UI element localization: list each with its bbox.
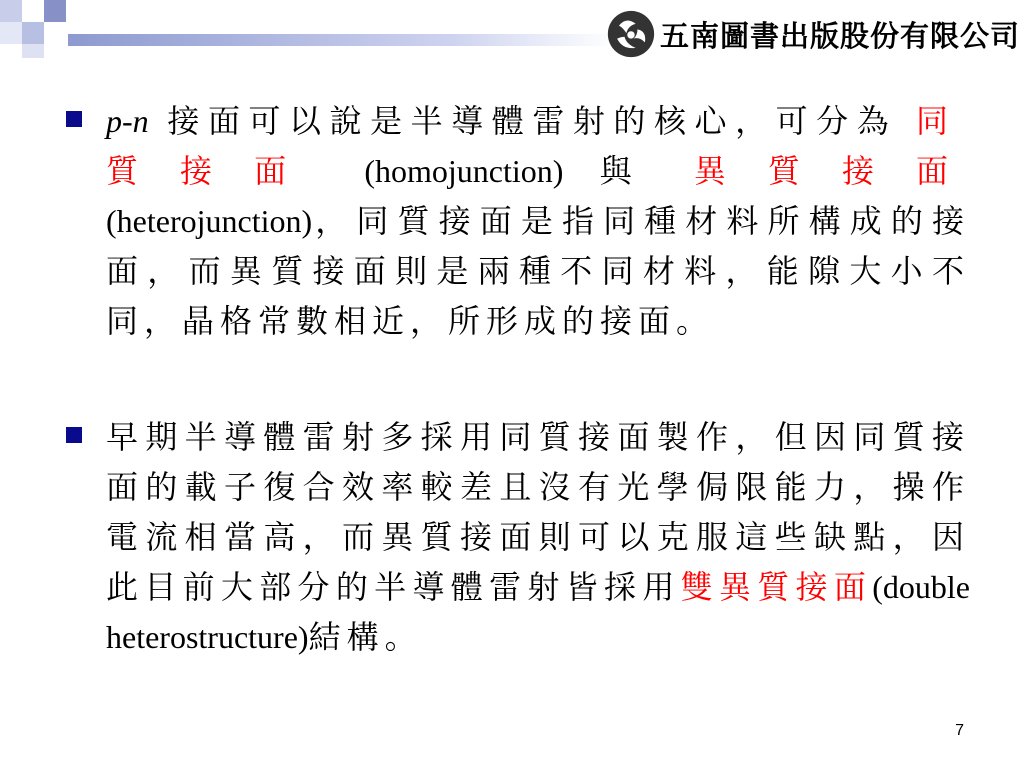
text-segment: ，同質接面是指同種材料所構成的接面，而異質接面則是兩種不同材料，能隙大小不同，晶格常數相近，所形成的接面。 xyxy=(106,202,970,340)
homojunction-english: (homojunction) xyxy=(364,153,564,189)
text-segment: 接面可以說是半導體雷射的核心，可分為 xyxy=(167,102,898,140)
heterojunction-english: (heterojunction) xyxy=(106,203,313,239)
double-heterostructure-english: (double heterostructure) xyxy=(106,569,970,655)
text-segment: 與 xyxy=(599,152,658,190)
page-number: 7 xyxy=(955,722,964,739)
bullet-item-1 xyxy=(66,96,970,346)
text-segment: 結構。 xyxy=(308,618,423,656)
pn-term: p-n xyxy=(106,103,149,139)
text-segment: 早期半導體雷射多採用同質接面製作，但因同質接面的載子復合效率較差且沒有光學侷限能力，操作電流相當高，而異質接面則可以克服這些缺點，因此目前大部分的半導體雷射皆採用 xyxy=(106,418,970,606)
slide-content xyxy=(66,96,970,662)
homojunction-term: 同質接面 xyxy=(106,102,971,190)
bullet-square-icon xyxy=(66,111,82,127)
bullet-item-2 xyxy=(66,412,970,662)
publisher-emblem-icon xyxy=(606,7,656,61)
bullet-square-icon xyxy=(66,427,82,443)
publisher-logo xyxy=(606,4,1020,64)
publisher-name: 五南圖書出版股份有限公司 xyxy=(659,18,1020,53)
double-heterostructure-term: 雙異質接面 xyxy=(680,568,873,606)
header-bar xyxy=(68,34,614,46)
heterojunction-term: 異質接面 xyxy=(693,152,970,190)
corner-decoration xyxy=(0,0,90,60)
